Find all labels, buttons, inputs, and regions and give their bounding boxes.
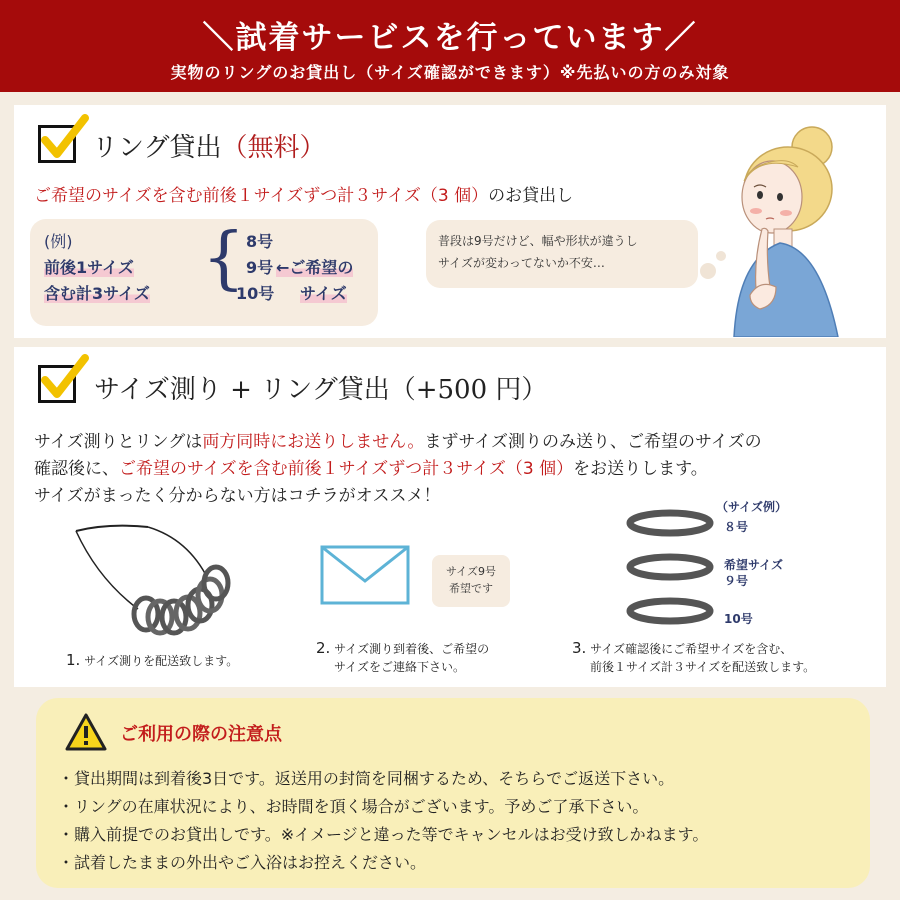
bubble-dot: [700, 263, 716, 279]
envelope-note-line1: サイズ9号: [445, 565, 497, 578]
rings-stack-icon: [620, 507, 720, 627]
header-banner: [0, 0, 900, 92]
size-top: 8号: [246, 232, 274, 251]
ring-example-label: （サイズ例）: [716, 500, 788, 514]
notice-box: [36, 698, 870, 888]
notice-item: ・リングの在庫状況により、お時間を頂く場合がございます。予めご了承下さい。: [58, 797, 649, 816]
measure-desc-line1: [34, 427, 762, 452]
arrow-label: [276, 255, 353, 280]
line1-a: サイズ測りとリングは: [34, 432, 203, 452]
notice-item: ・試着したままの外出やご入浴はお控えください。: [58, 853, 427, 872]
ring-size-top: ８号: [724, 520, 749, 534]
envelope-icon: [320, 545, 410, 605]
bubble-line1: 普段は9号だけど、幅や形状が違うし: [438, 234, 638, 248]
envelope-note: [432, 555, 510, 607]
rental-desc-tail: のお貸出し: [488, 186, 574, 206]
section-title: [92, 127, 326, 164]
ring-size-mid-label: 希望サイズ: [724, 558, 784, 572]
example-line2: [44, 281, 150, 306]
step2-text-a: サイズ測り到着後、ご希望の: [334, 642, 490, 656]
rental-panel: [14, 105, 886, 338]
checkbox-icon: [38, 365, 76, 403]
step2-label: [316, 639, 489, 676]
ring-size-mid: ９号: [724, 574, 749, 588]
checkmark-icon: [39, 354, 89, 404]
arrow-label-text: ←ご希望の: [276, 258, 354, 277]
section2-title: サイズ測り + リング貸出（+500 円）: [94, 375, 548, 405]
rental-desc-highlight: ご希望のサイズを含む前後１サイズずつ計３サイズ（3 個）: [34, 186, 489, 206]
line2-b: をお送りします。: [573, 459, 708, 479]
step3-label: [572, 639, 815, 676]
checkmark-icon: [39, 114, 89, 164]
step3-text-b: 前後１サイズ計３サイズを配送致します。: [590, 660, 816, 674]
measure-rental-panel: [14, 347, 886, 687]
brace-icon: {: [202, 219, 246, 298]
example-line1: [44, 255, 134, 280]
notice-item: ・貸出期間は到着後3日です。返送用の封筒を同梱するため、そちらでご返送下さい。: [58, 769, 675, 788]
ring-sizer-icon: [68, 519, 268, 649]
line1-red: 両方同時にお送りしません。: [202, 432, 425, 452]
checkbox-icon: [38, 125, 76, 163]
warning-icon: [64, 712, 108, 752]
arrow-label-2-text: サイズ: [300, 284, 347, 303]
line1-b: まずサイズ測りのみ送り、ご希望のサイズの: [424, 432, 762, 452]
measure-desc-line2: [34, 454, 708, 479]
example-box: [30, 219, 378, 326]
line2-a: 確認後に、: [34, 459, 119, 479]
example-label: (例): [44, 232, 73, 251]
rental-description: [34, 181, 573, 206]
notice-item: ・購入前提でのお貸出しです。※イメージと違った等でキャンセルはお受け致しかねます。: [58, 825, 709, 844]
header-title: ＼試着サービスを行っています／: [202, 20, 698, 56]
thought-bubble: [426, 220, 698, 288]
rental-title: リング貸出: [92, 133, 222, 163]
step3-text-a: サイズ確認後にご希望サイズを含む、: [590, 642, 793, 656]
step1-text: サイズ測りを配送致します。: [84, 654, 239, 668]
step2-text-b: サイズをご連絡下さい。: [334, 660, 466, 674]
free-note: （無料）: [221, 133, 326, 163]
woman-thinking-illustration: [720, 119, 880, 337]
size-bottom: 10号: [236, 284, 275, 303]
size-mid: 9号: [246, 258, 274, 277]
example-line1-text: 前後1サイズ: [44, 258, 134, 277]
arrow-label-2: [300, 281, 347, 306]
header-subtitle: 実物のリングのお貸出し（サイズ確認ができます）※先払いの方のみ対象: [170, 63, 730, 82]
example-line2-text: 含む計3サイズ: [44, 284, 150, 303]
measure-desc-line3: サイズがまったく分からない方はコチラがオススメ！: [34, 486, 441, 506]
ring-size-bottom: 10号: [724, 612, 753, 626]
step1-number: 1.: [66, 651, 81, 669]
notice-title: ご利用の際の注意点: [120, 724, 282, 745]
bubble-line2: サイズが変わってないか不安…: [438, 256, 605, 270]
envelope-note-line2: 希望です: [449, 582, 493, 595]
line2-red: ご希望のサイズを含む前後１サイズずつ計３サイズ（3 個）: [119, 459, 574, 479]
step1-label: [66, 651, 238, 670]
step3-number: 3.: [572, 639, 587, 657]
step2-number: 2.: [316, 639, 331, 657]
